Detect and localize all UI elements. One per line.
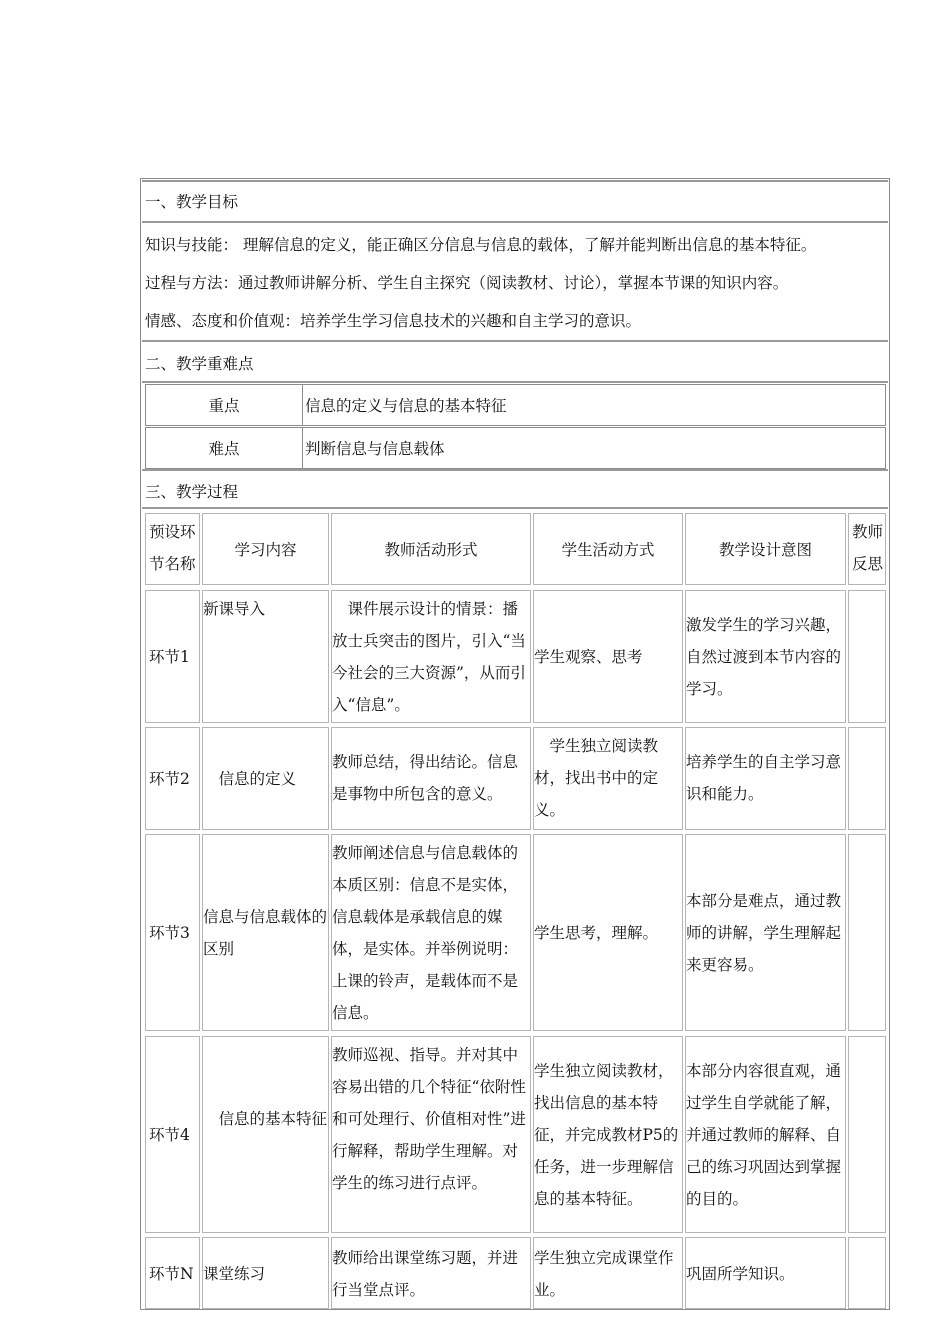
reflection-cell [848, 834, 886, 1031]
divider [142, 469, 888, 471]
stage-cell [145, 1036, 200, 1233]
content-cell [202, 590, 329, 723]
stage-name: 环节N [149, 1265, 194, 1283]
stage-content: 信息的基本特征 [203, 1110, 328, 1128]
intent-cell [685, 727, 846, 830]
student-activity: 学生观察、思考 [534, 648, 643, 666]
keypoint-label: 重点 [208, 397, 240, 415]
intent-cell [685, 590, 846, 723]
design-intent: 巩固所学知识。 [686, 1265, 795, 1283]
stage-name: 环节3 [149, 924, 190, 942]
student-cell [533, 727, 683, 830]
design-intent: 本部分是难点，通过教师的讲解，学生理解起来更容易。 [686, 892, 842, 974]
student-cell [533, 1237, 683, 1309]
difficulty-content-cell [302, 427, 886, 469]
teacher-cell [331, 1237, 531, 1309]
header-stage-name: 预设环节名称 [149, 523, 196, 573]
student-activity: 学生独立阅读教材，找出信息的基本特征，并完成教材P5的任务，进一步理解信息的基本特征。 [534, 1062, 679, 1208]
teacher-cell [331, 1036, 531, 1233]
divider [142, 507, 888, 509]
reflection-cell [848, 1237, 886, 1309]
teacher-cell [331, 590, 531, 723]
difficulty-label: 难点 [208, 440, 240, 458]
stage-name: 环节4 [149, 1126, 190, 1144]
difficulty-label-cell [145, 427, 303, 469]
header-cell [533, 513, 683, 585]
stage-content: 新课导入 [203, 600, 266, 618]
student-activity: 学生思考，理解。 [534, 924, 659, 942]
student-activity: 学生独立完成课堂作业。 [534, 1249, 674, 1299]
stage-cell [145, 1237, 200, 1309]
stage-content: 信息的定义 [203, 770, 297, 788]
design-intent: 激发学生的学习兴趣，自然过渡到本节内容的学习。 [686, 616, 842, 698]
intent-cell [685, 1036, 846, 1233]
section-heading-keypoints: 二、教学重难点 [145, 355, 254, 373]
stage-cell [145, 727, 200, 830]
divider [142, 221, 888, 223]
divider [142, 180, 888, 182]
intent-cell [685, 834, 846, 1031]
content-cell [202, 1036, 329, 1233]
teacher-cell [331, 727, 531, 830]
reflection-cell [848, 1036, 886, 1233]
design-intent: 本部分内容很直观，通过学生自学就能了解，并通过教师的解释、自己的练习巩固达到掌握的目的。 [686, 1062, 842, 1208]
teacher-activity: 教师阐述信息与信息载体的本质区别：信息不是实体，信息载体是承载信息的媒体，是实体。并举例说明：上课的铃声，是载体而不是信息。 [332, 844, 519, 1022]
objective-knowledge: 知识与技能： 理解信息的定义，能正确区分信息与信息的载体，了解并能判断出信息的基本特征。 [145, 236, 817, 254]
intent-cell [685, 1237, 846, 1309]
header-student-activity: 学生活动方式 [561, 541, 655, 559]
content-cell [202, 727, 329, 830]
student-cell [533, 1036, 683, 1233]
teacher-activity: 课件展示设计的情景：播放士兵突击的图片，引入“当今社会的三大资源”，从而引入“信息”。 [332, 600, 526, 714]
student-cell [533, 590, 683, 723]
header-cell [202, 513, 329, 585]
content-cell [202, 1237, 329, 1309]
header-reflection: 教师反思 [852, 523, 884, 573]
teacher-activity: 教师总结，得出结论。信息是事物中所包含的意义。 [332, 753, 519, 803]
header-cell [331, 513, 531, 585]
header-cell [685, 513, 846, 585]
teacher-cell [331, 834, 531, 1031]
divider [142, 340, 888, 342]
header-content: 学习内容 [234, 541, 297, 559]
stage-content: 信息与信息载体的区别 [203, 908, 328, 958]
reflection-cell [848, 727, 886, 830]
stage-content: 课堂练习 [203, 1265, 266, 1283]
reflection-cell [848, 590, 886, 723]
keypoint-content-cell [302, 384, 886, 426]
section-heading-process: 三、教学过程 [145, 483, 239, 501]
stage-cell [145, 590, 200, 723]
section-heading-objectives: 一、教学目标 [145, 193, 239, 211]
header-teacher-activity: 教师活动形式 [384, 541, 478, 559]
keypoint-label-cell [145, 384, 303, 426]
teacher-activity: 教师给出课堂练习题，并进行当堂点评。 [332, 1249, 519, 1299]
design-intent: 培养学生的自主学习意识和能力。 [686, 753, 842, 803]
header-cell [848, 513, 886, 585]
difficulty-content: 判断信息与信息载体 [305, 440, 445, 458]
divider [142, 381, 888, 383]
stage-cell [145, 834, 200, 1031]
objective-process: 过程与方法：通过教师讲解分析、学生自主探究（阅读教材、讨论），掌握本节课的知识内容。 [145, 274, 789, 292]
student-activity: 学生独立阅读教材，找出书中的定义。 [534, 737, 659, 819]
header-cell [145, 513, 200, 585]
header-design-intent: 教学设计意图 [718, 541, 812, 559]
stage-name: 环节1 [149, 648, 190, 666]
objective-emotion: 情感、态度和价值观：培养学生学习信息技术的兴趣和自主学习的意识。 [145, 312, 642, 330]
keypoint-content: 信息的定义与信息的基本特征 [305, 397, 507, 415]
content-cell [202, 834, 329, 1031]
stage-name: 环节2 [149, 770, 190, 788]
teacher-activity: 教师巡视、指导。并对其中容易出错的几个特征“依附性和可处理行、价值相对性”进行解释，帮助学生理解。对学生的练习进行点评。 [332, 1046, 526, 1192]
student-cell [533, 834, 683, 1031]
